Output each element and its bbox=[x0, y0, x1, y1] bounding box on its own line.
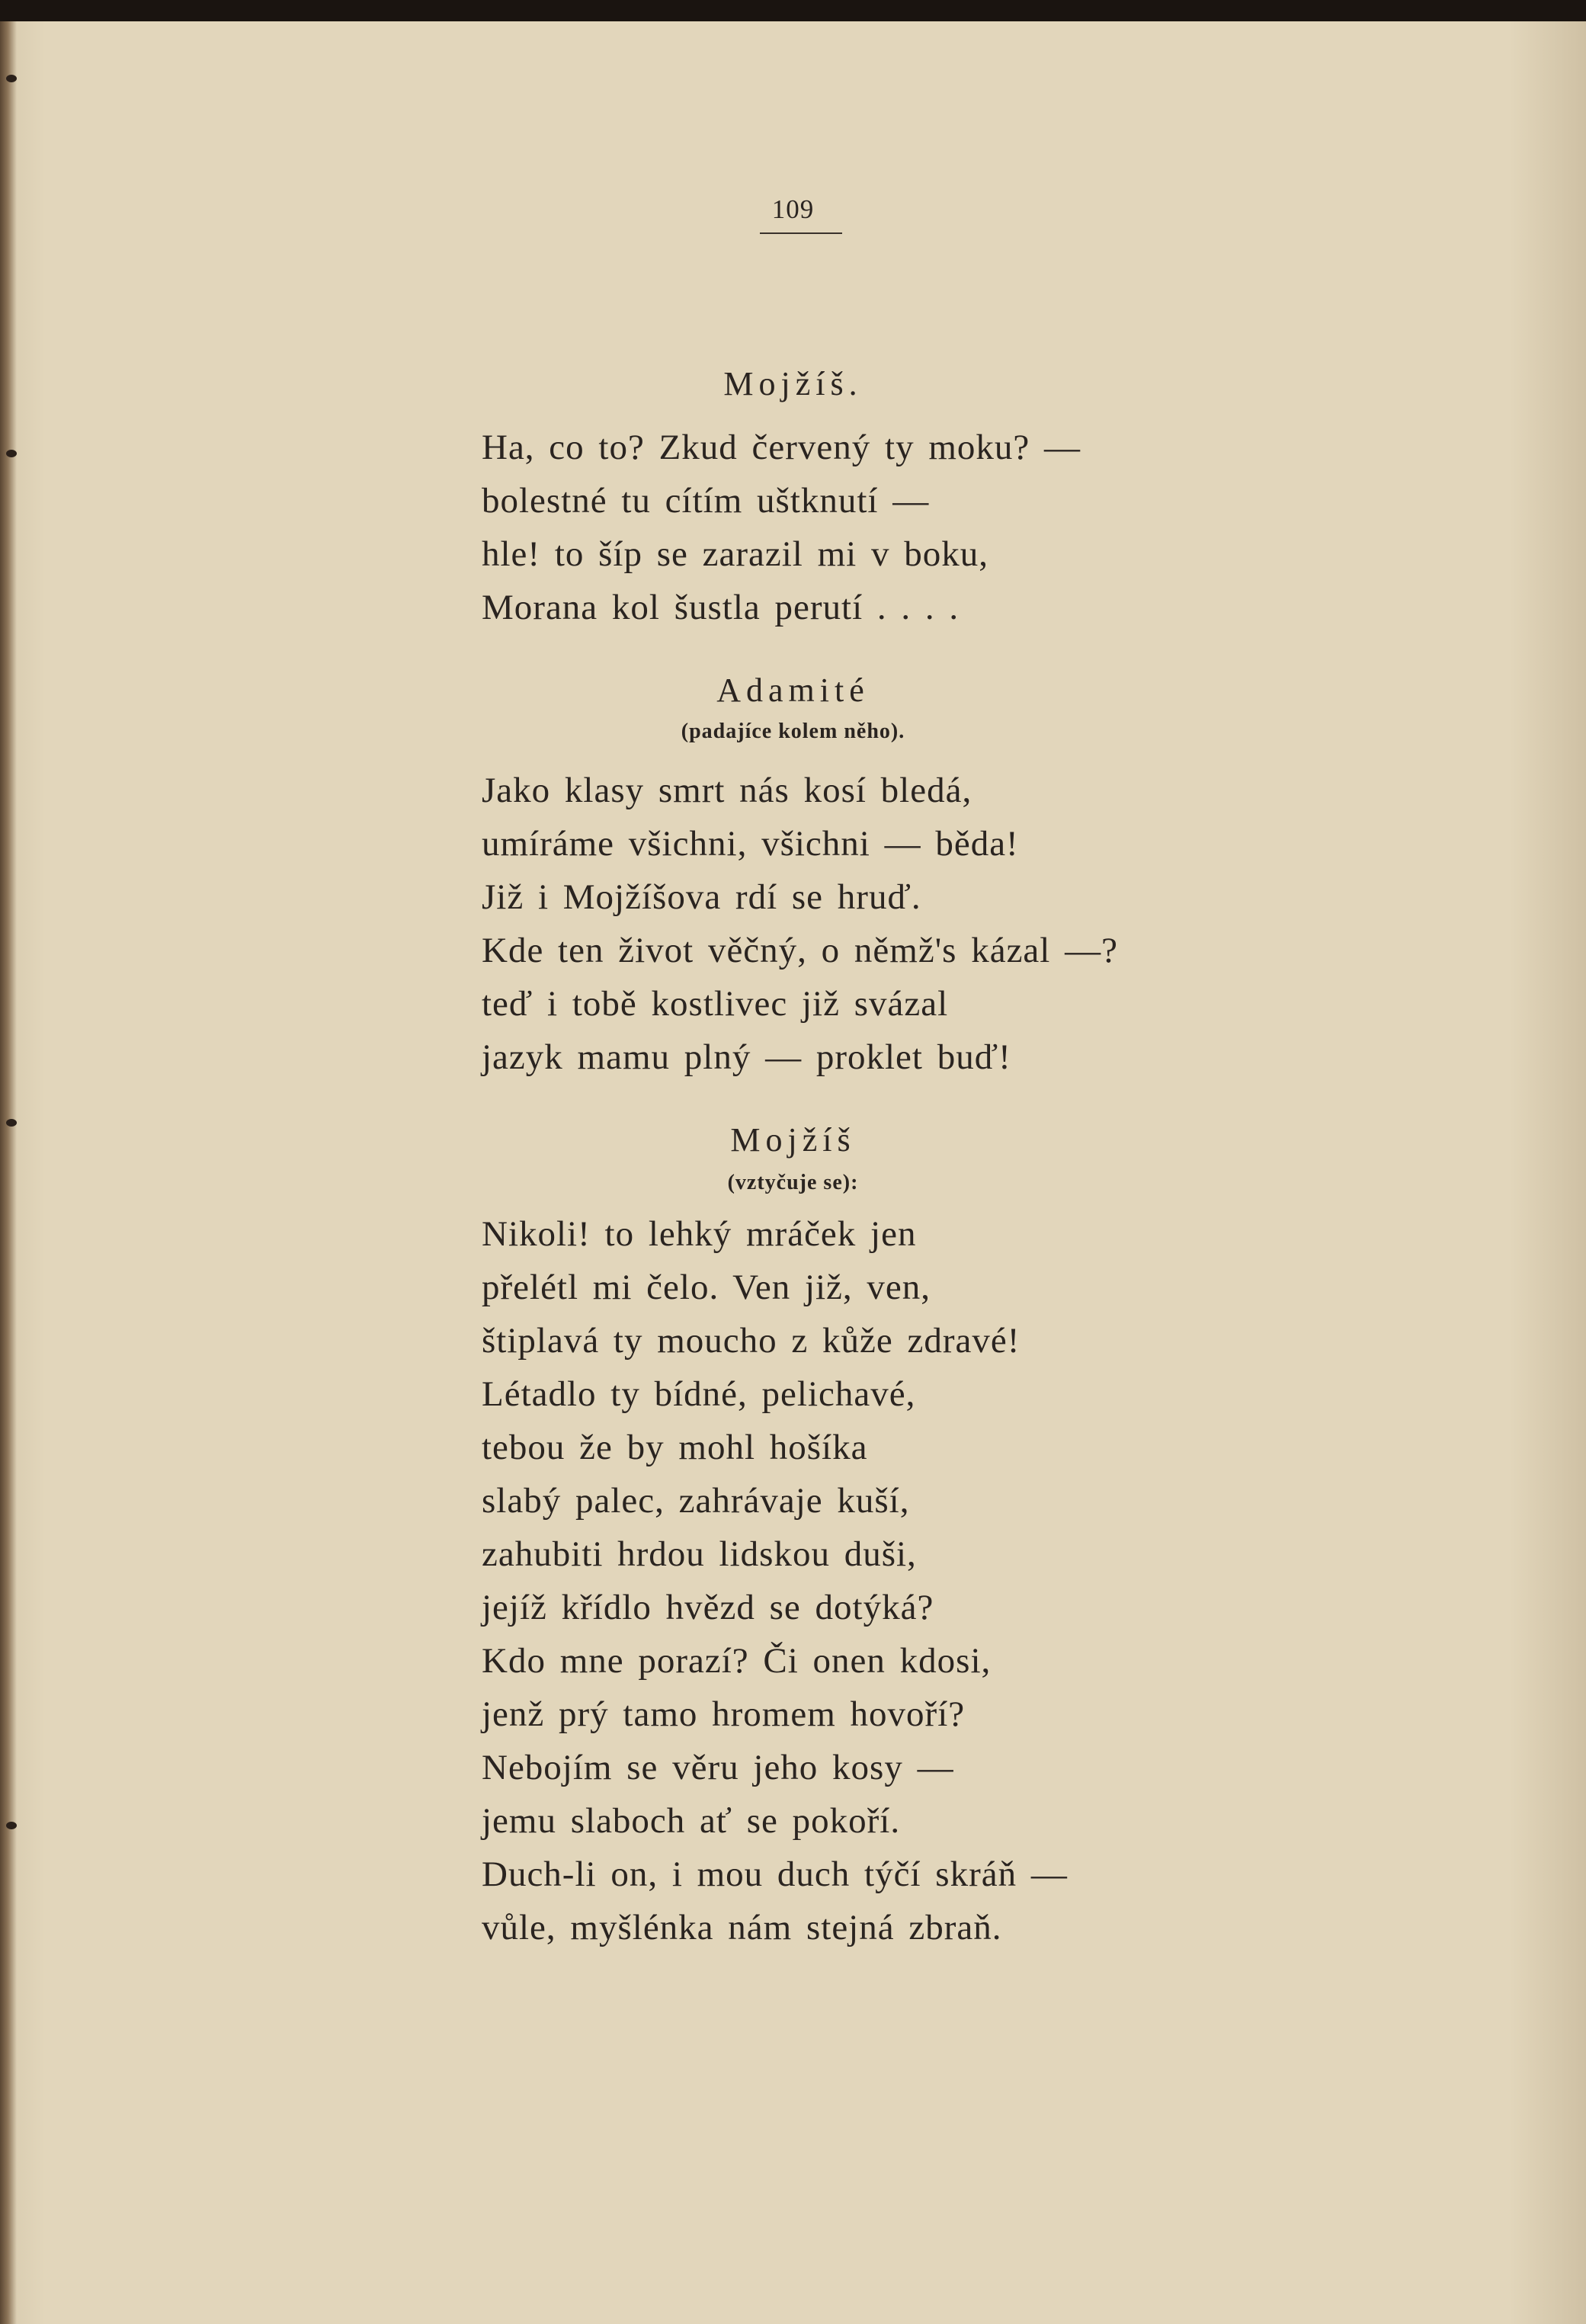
verse-line: přelétl mi čelo. Ven již, ven, bbox=[482, 1268, 931, 1307]
verse-line: zahubiti hrdou lidskou duši, bbox=[482, 1534, 917, 1574]
speaker-name: Adamité bbox=[716, 672, 870, 709]
verse-line: hle! to šíp se zarazil mi v boku, bbox=[482, 534, 988, 574]
spine-mark bbox=[6, 1822, 17, 1829]
stage-direction: (vztyčuje se): bbox=[727, 1171, 859, 1194]
verse-line: Kde ten život věčný, o němž's kázal —? bbox=[482, 931, 1118, 970]
verse-line: Nikoli! to lehký mráček jen bbox=[482, 1214, 917, 1254]
verse-line: Jako klasy smrt nás kosí bledá, bbox=[482, 771, 972, 810]
verse-line: štiplavá ty moucho z kůže zdravé! bbox=[482, 1321, 1020, 1361]
verse-line: slabý palec, zahrávaje kuší, bbox=[482, 1481, 910, 1521]
verse-line: umíráme všichni, všichni — běda! bbox=[482, 824, 1019, 864]
verse-line: teď i tobě kostlivec již svázal bbox=[482, 984, 949, 1024]
verse-line: Nebojím se věru jeho kosy — bbox=[482, 1748, 954, 1787]
verse-line: bolestné tu cítím uštknutí — bbox=[482, 481, 930, 521]
verse-line: jemu slaboch ať se pokoří. bbox=[482, 1801, 901, 1841]
speaker-name: Mojžíš bbox=[730, 1121, 856, 1159]
spine-mark bbox=[6, 450, 17, 457]
verse-line: jenž prý tamo hromem hovoří? bbox=[482, 1694, 966, 1734]
verse-line: jazyk mamu plný — proklet buď! bbox=[482, 1037, 1011, 1077]
verse-line: Morana kol šustla perutí . . . . bbox=[482, 588, 960, 627]
verse-line: Ha, co to? Zkud červený ty moku? — bbox=[482, 428, 1081, 467]
verse-line: Kdo mne porazí? Či onen kdosi, bbox=[482, 1641, 992, 1681]
verse-line: vůle, myšlénka nám stejná zbraň. bbox=[482, 1908, 1002, 1947]
page-number: 109 bbox=[771, 194, 815, 224]
speaker-name: Mojžíš. bbox=[723, 365, 863, 402]
verse-line: Létadlo ty bídné, pelichavé, bbox=[482, 1374, 916, 1414]
spine-mark bbox=[6, 75, 17, 82]
verse-line: Již i Mojžíšova rdí se hruď. bbox=[482, 877, 921, 917]
stage-direction: (padajíce kolem něho). bbox=[681, 720, 905, 743]
page-number-rule bbox=[760, 232, 842, 234]
verse-line: jejíž křídlo hvězd se dotýká? bbox=[482, 1588, 934, 1627]
verse-line: Duch-li on, i mou duch týčí skráň — bbox=[482, 1854, 1068, 1894]
verse-line: tebou že by mohl hošíka bbox=[482, 1428, 868, 1467]
